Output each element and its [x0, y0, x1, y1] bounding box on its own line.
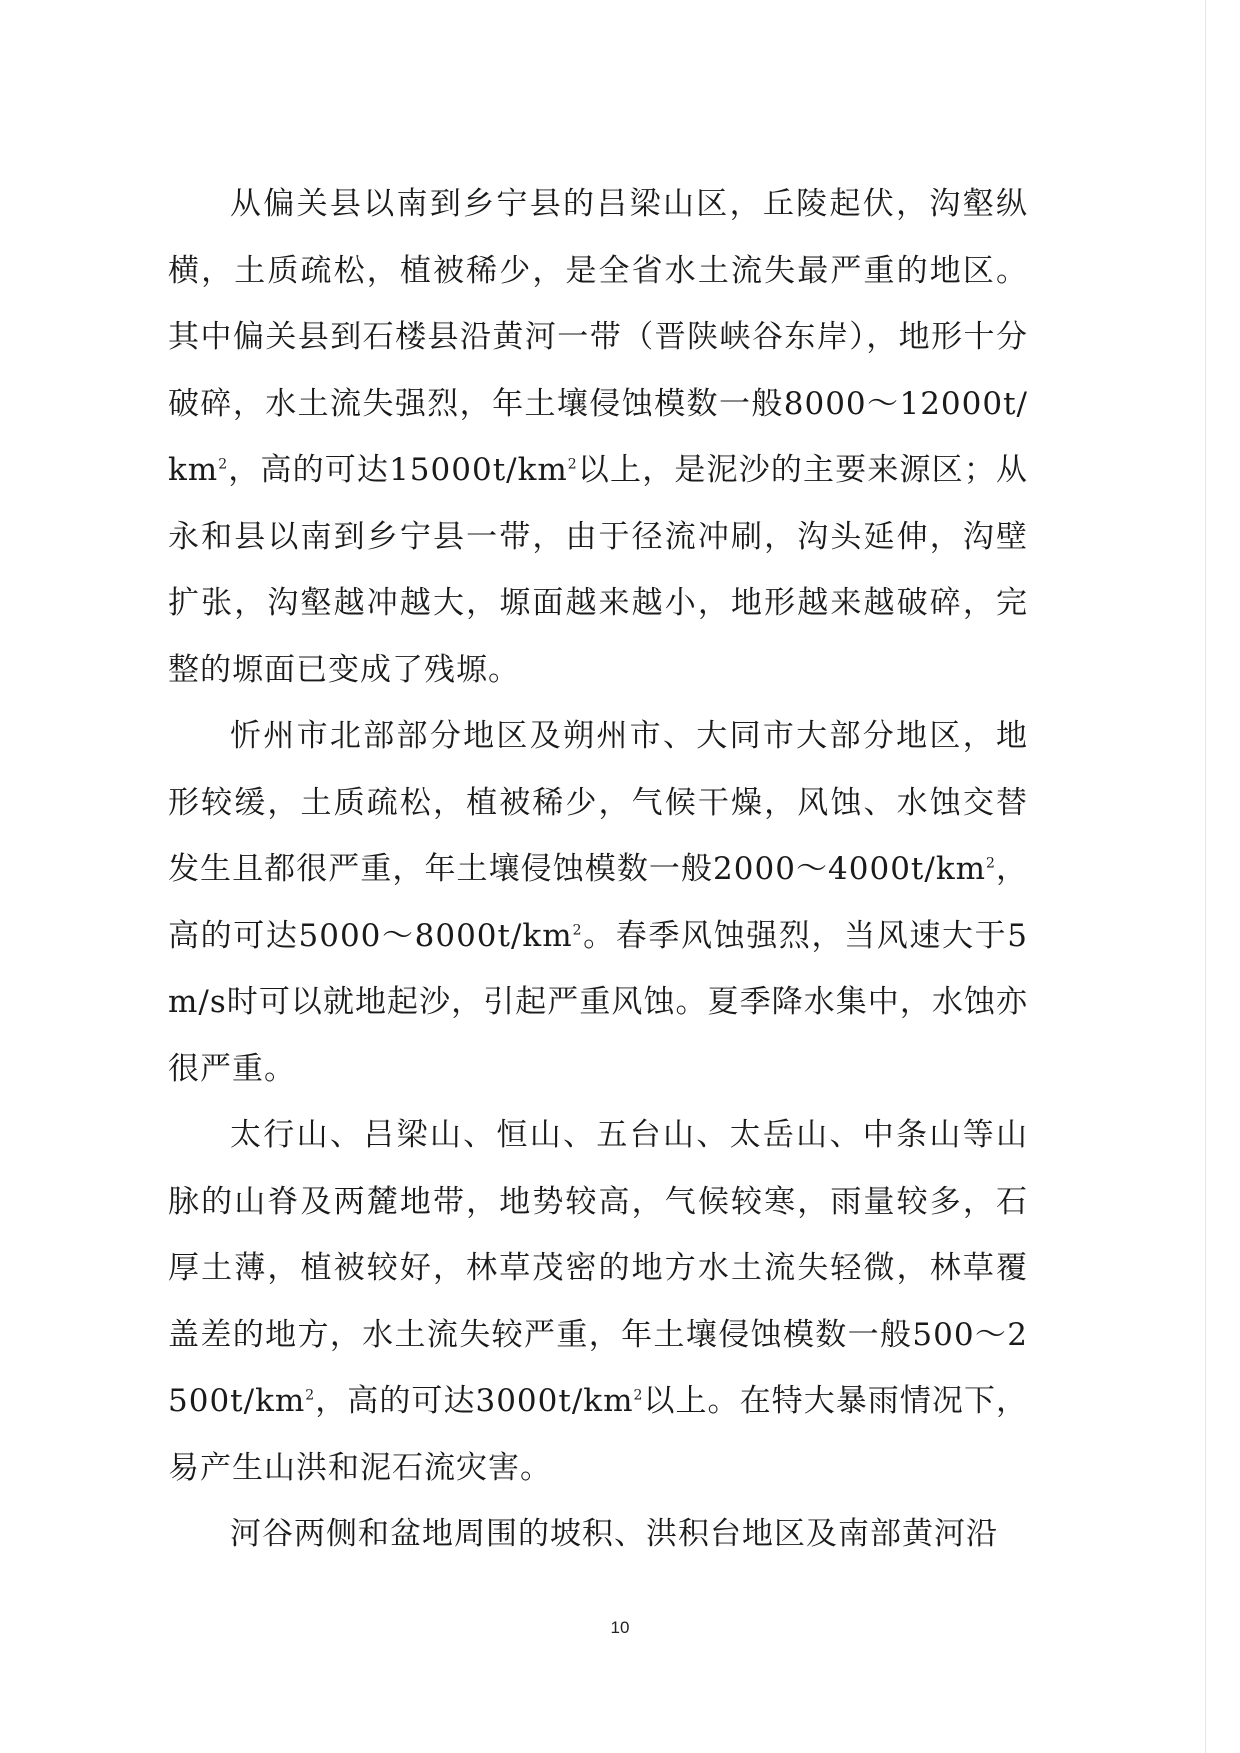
page-number: 10 — [610, 1618, 630, 1637]
scan-edge-line — [1205, 0, 1206, 1753]
paragraph: 忻州市北部部分地区及朔州市、大同市大部分地区，地形较缓，土质疏松，植被稀少，气候干燥，风蚀、水蚀交替发生且都很严重，年土壤侵蚀模数一般$2000\sim 4000t/km^2$，高的可达$5000\sim 8000t/km^2$。春季风蚀强烈，当风速大于5m/s时可以就地起沙，引起严重风蚀。夏季降水集中，水蚀亦很严重。 — [168, 718, 1028, 1087]
paragraph: 从偏关县以南到乡宁县的吕梁山区，丘陵起伏，沟壑纵横，土质疏松，植被稀少，是全省水土流失最严重的地区。其中偏关县到石楼县沿黄河一带（晋陕峡谷东岸），地形十分破碎，水土流失强烈，年土壤侵蚀模数一般$8000\sim 12000t/km^2$，高的可达$15000t/km^2$以上，是泥沙的主要来源区；从永和县以南到乡宁县一带，由于径流冲刷，沟头延伸，沟壁扩张，沟壑越冲越大，塬面越来越小，地形越来越破碎，完整的塬面已变成了残塬。 — [168, 186, 1028, 688]
paragraph: 河谷两侧和盆地周围的坡积、洪积台地区及南部黄河沿 — [230, 1516, 998, 1552]
body-text — [168, 171, 1028, 1631]
paragraph: 太行山、吕梁山、恒山、五台山、太岳山、中条山等山脉的山脊及两麓地带，地势较高，气候较寒，雨量较多，石厚土薄，植被较好，林草茂密的地方水土流失轻微，林草覆盖差的地方，水土流失较严重，年土壤侵蚀模数一般$500\sim 2500t/km^2$，高的可达$3000t/km^2$以上。在特大暴雨情况下，易产生山洪和泥石流灾害。 — [168, 1117, 1028, 1486]
